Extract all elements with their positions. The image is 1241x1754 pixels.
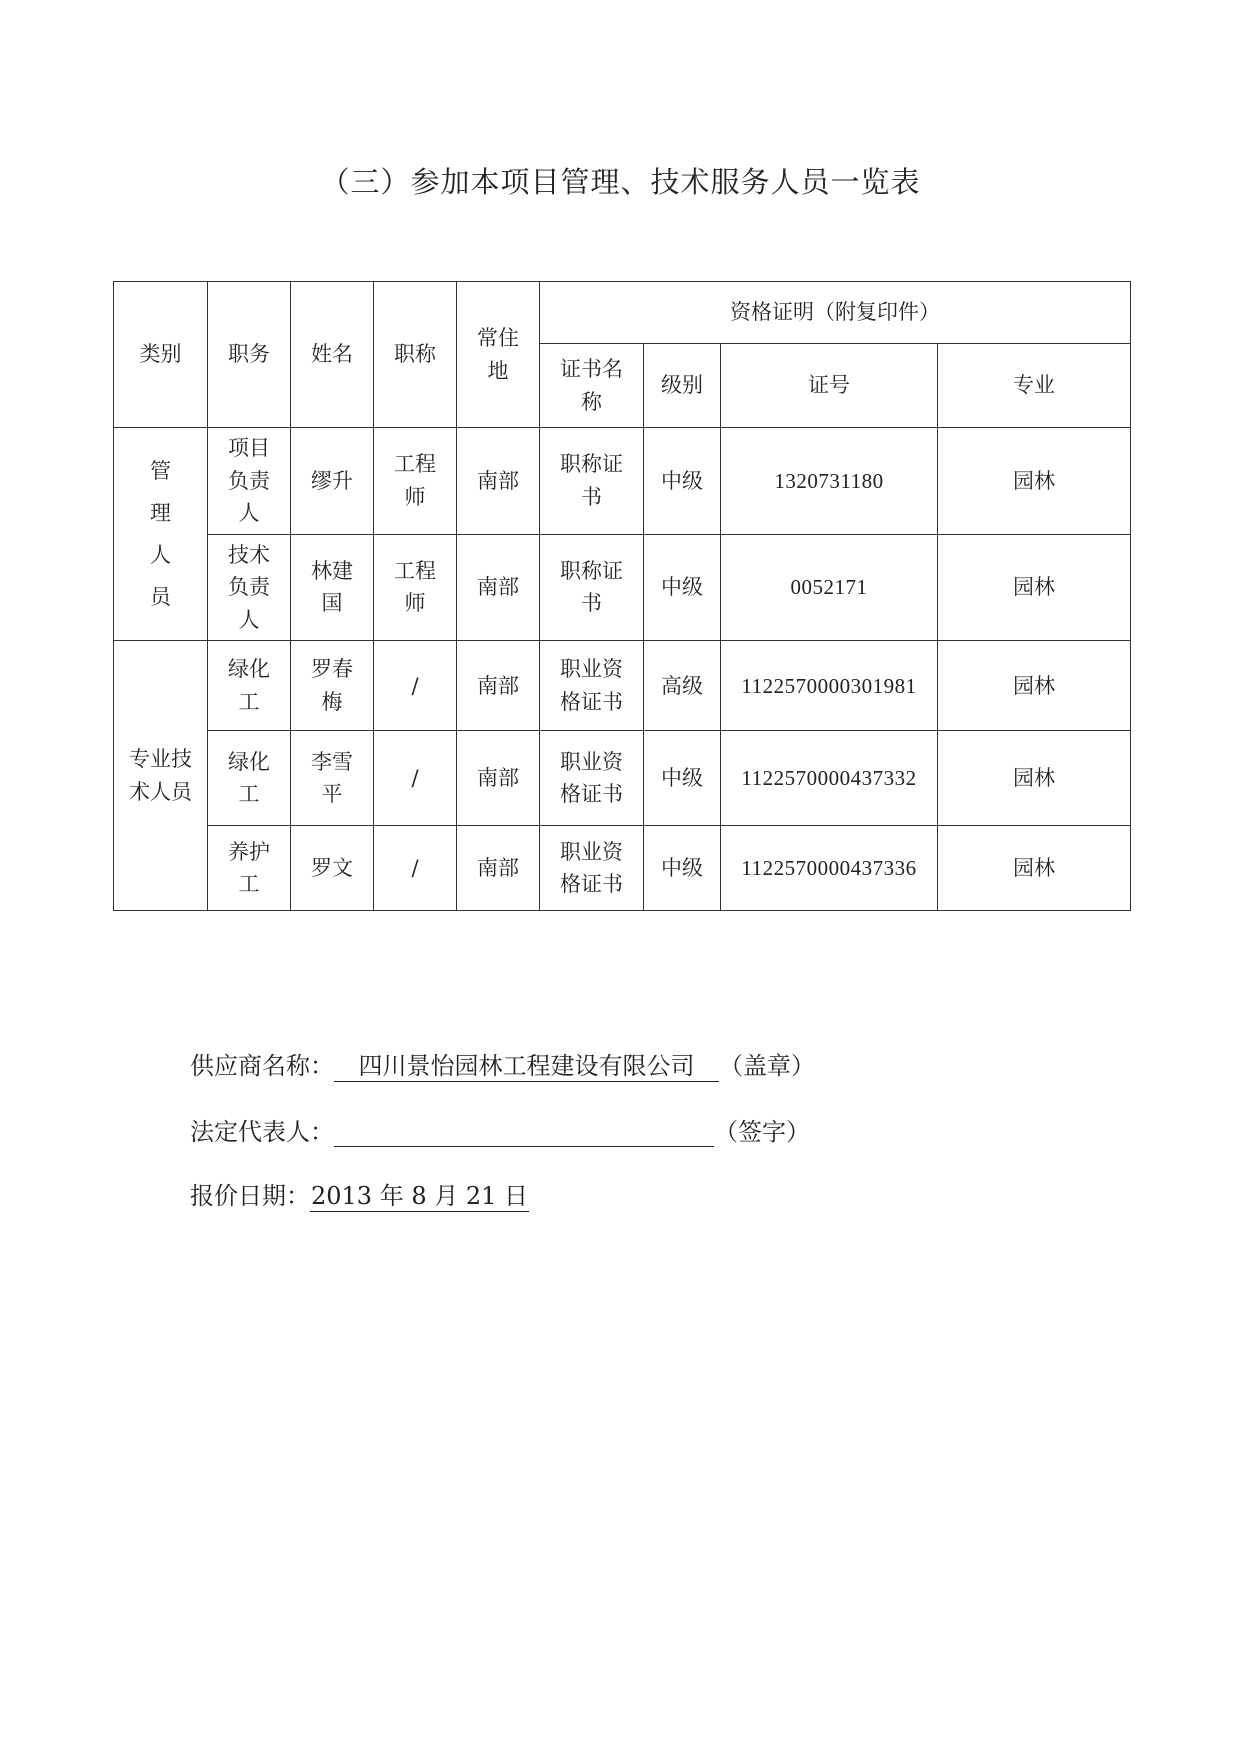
major-cell: 园林 [938,428,1131,535]
quote-date-label: 报价日期： [190,1182,310,1210]
header-residence: 常住地 [457,282,540,428]
level-cell: 高级 [644,641,721,731]
category-cell: 管理人员 [114,428,208,641]
representative-line [190,1112,810,1147]
position-cell: 绿化工 [208,731,291,826]
header-category: 类别 [114,282,208,428]
major-cell: 园林 [938,641,1131,731]
name-cell: 李雪平 [291,731,374,826]
table-row [114,534,1131,641]
quote-date-field[interactable]: 2013 年 8 月 21 日 [310,1176,529,1212]
cert-name-cell: 职业资格证书 [540,731,644,826]
title-cell: 工程师 [374,534,457,641]
major-cell: 园林 [938,731,1131,826]
cert-name-cell: 职称证书 [540,428,644,535]
cert-name-cell: 职业资格证书 [540,641,644,731]
level-cell: 中级 [644,534,721,641]
title-cell: 工程师 [374,428,457,535]
position-cell: 项目负责人 [208,428,291,535]
header-title: 职称 [374,282,457,428]
cert-name-cell: 职业资格证书 [540,826,644,911]
cert-no-cell: 1122570000301981 [721,641,938,731]
name-cell: 林建国 [291,534,374,641]
position-cell: 绿化工 [208,641,291,731]
cert-no-cell: 0052171 [721,534,938,641]
title-cell: / [374,731,457,826]
level-cell: 中级 [644,731,721,826]
level-cell: 中级 [644,428,721,535]
table-row [114,428,1131,535]
header-cert-no: 证号 [721,344,938,428]
header-position: 职务 [208,282,291,428]
name-cell: 罗文 [291,826,374,911]
residence-cell: 南部 [457,826,540,911]
stamp-note: （盖章） [719,1052,815,1080]
level-cell: 中级 [644,826,721,911]
residence-cell: 南部 [457,428,540,535]
residence-cell: 南部 [457,641,540,731]
cert-name-cell: 职称证书 [540,534,644,641]
representative-signature-field[interactable] [334,1120,714,1147]
major-cell: 园林 [938,826,1131,911]
table-row [114,731,1131,826]
cert-no-cell: 1122570000437336 [721,826,938,911]
cert-no-cell: 1122570000437332 [721,731,938,826]
name-cell: 缪升 [291,428,374,535]
category-cell: 专业技术人员 [114,641,208,911]
header-qualification: 资格证明（附复印件） [540,282,1131,344]
table-row [114,826,1131,911]
supplier-line [190,1046,815,1082]
quote-date-line [190,1176,529,1212]
name-cell: 罗春梅 [291,641,374,731]
supplier-name-field[interactable]: 四川景怡园林工程建设有限公司 [334,1046,719,1082]
document-title: （三）参加本项目管理、技术服务人员一览表 [320,165,921,199]
header-major: 专业 [938,344,1131,428]
signature-note: （签字） [714,1118,810,1146]
representative-label: 法定代表人： [190,1118,334,1146]
header-cert-name: 证书名称 [540,344,644,428]
residence-cell: 南部 [457,534,540,641]
header-level: 级别 [644,344,721,428]
residence-cell: 南部 [457,731,540,826]
position-cell: 技术负责人 [208,534,291,641]
header-name: 姓名 [291,282,374,428]
header-row [114,282,1131,344]
title-cell: / [374,641,457,731]
cert-no-cell: 1320731180 [721,428,938,535]
supplier-label: 供应商名称： [190,1052,334,1080]
table-row [114,641,1131,731]
staff-table [113,281,1131,911]
title-cell: / [374,826,457,911]
position-cell: 养护工 [208,826,291,911]
major-cell: 园林 [938,534,1131,641]
